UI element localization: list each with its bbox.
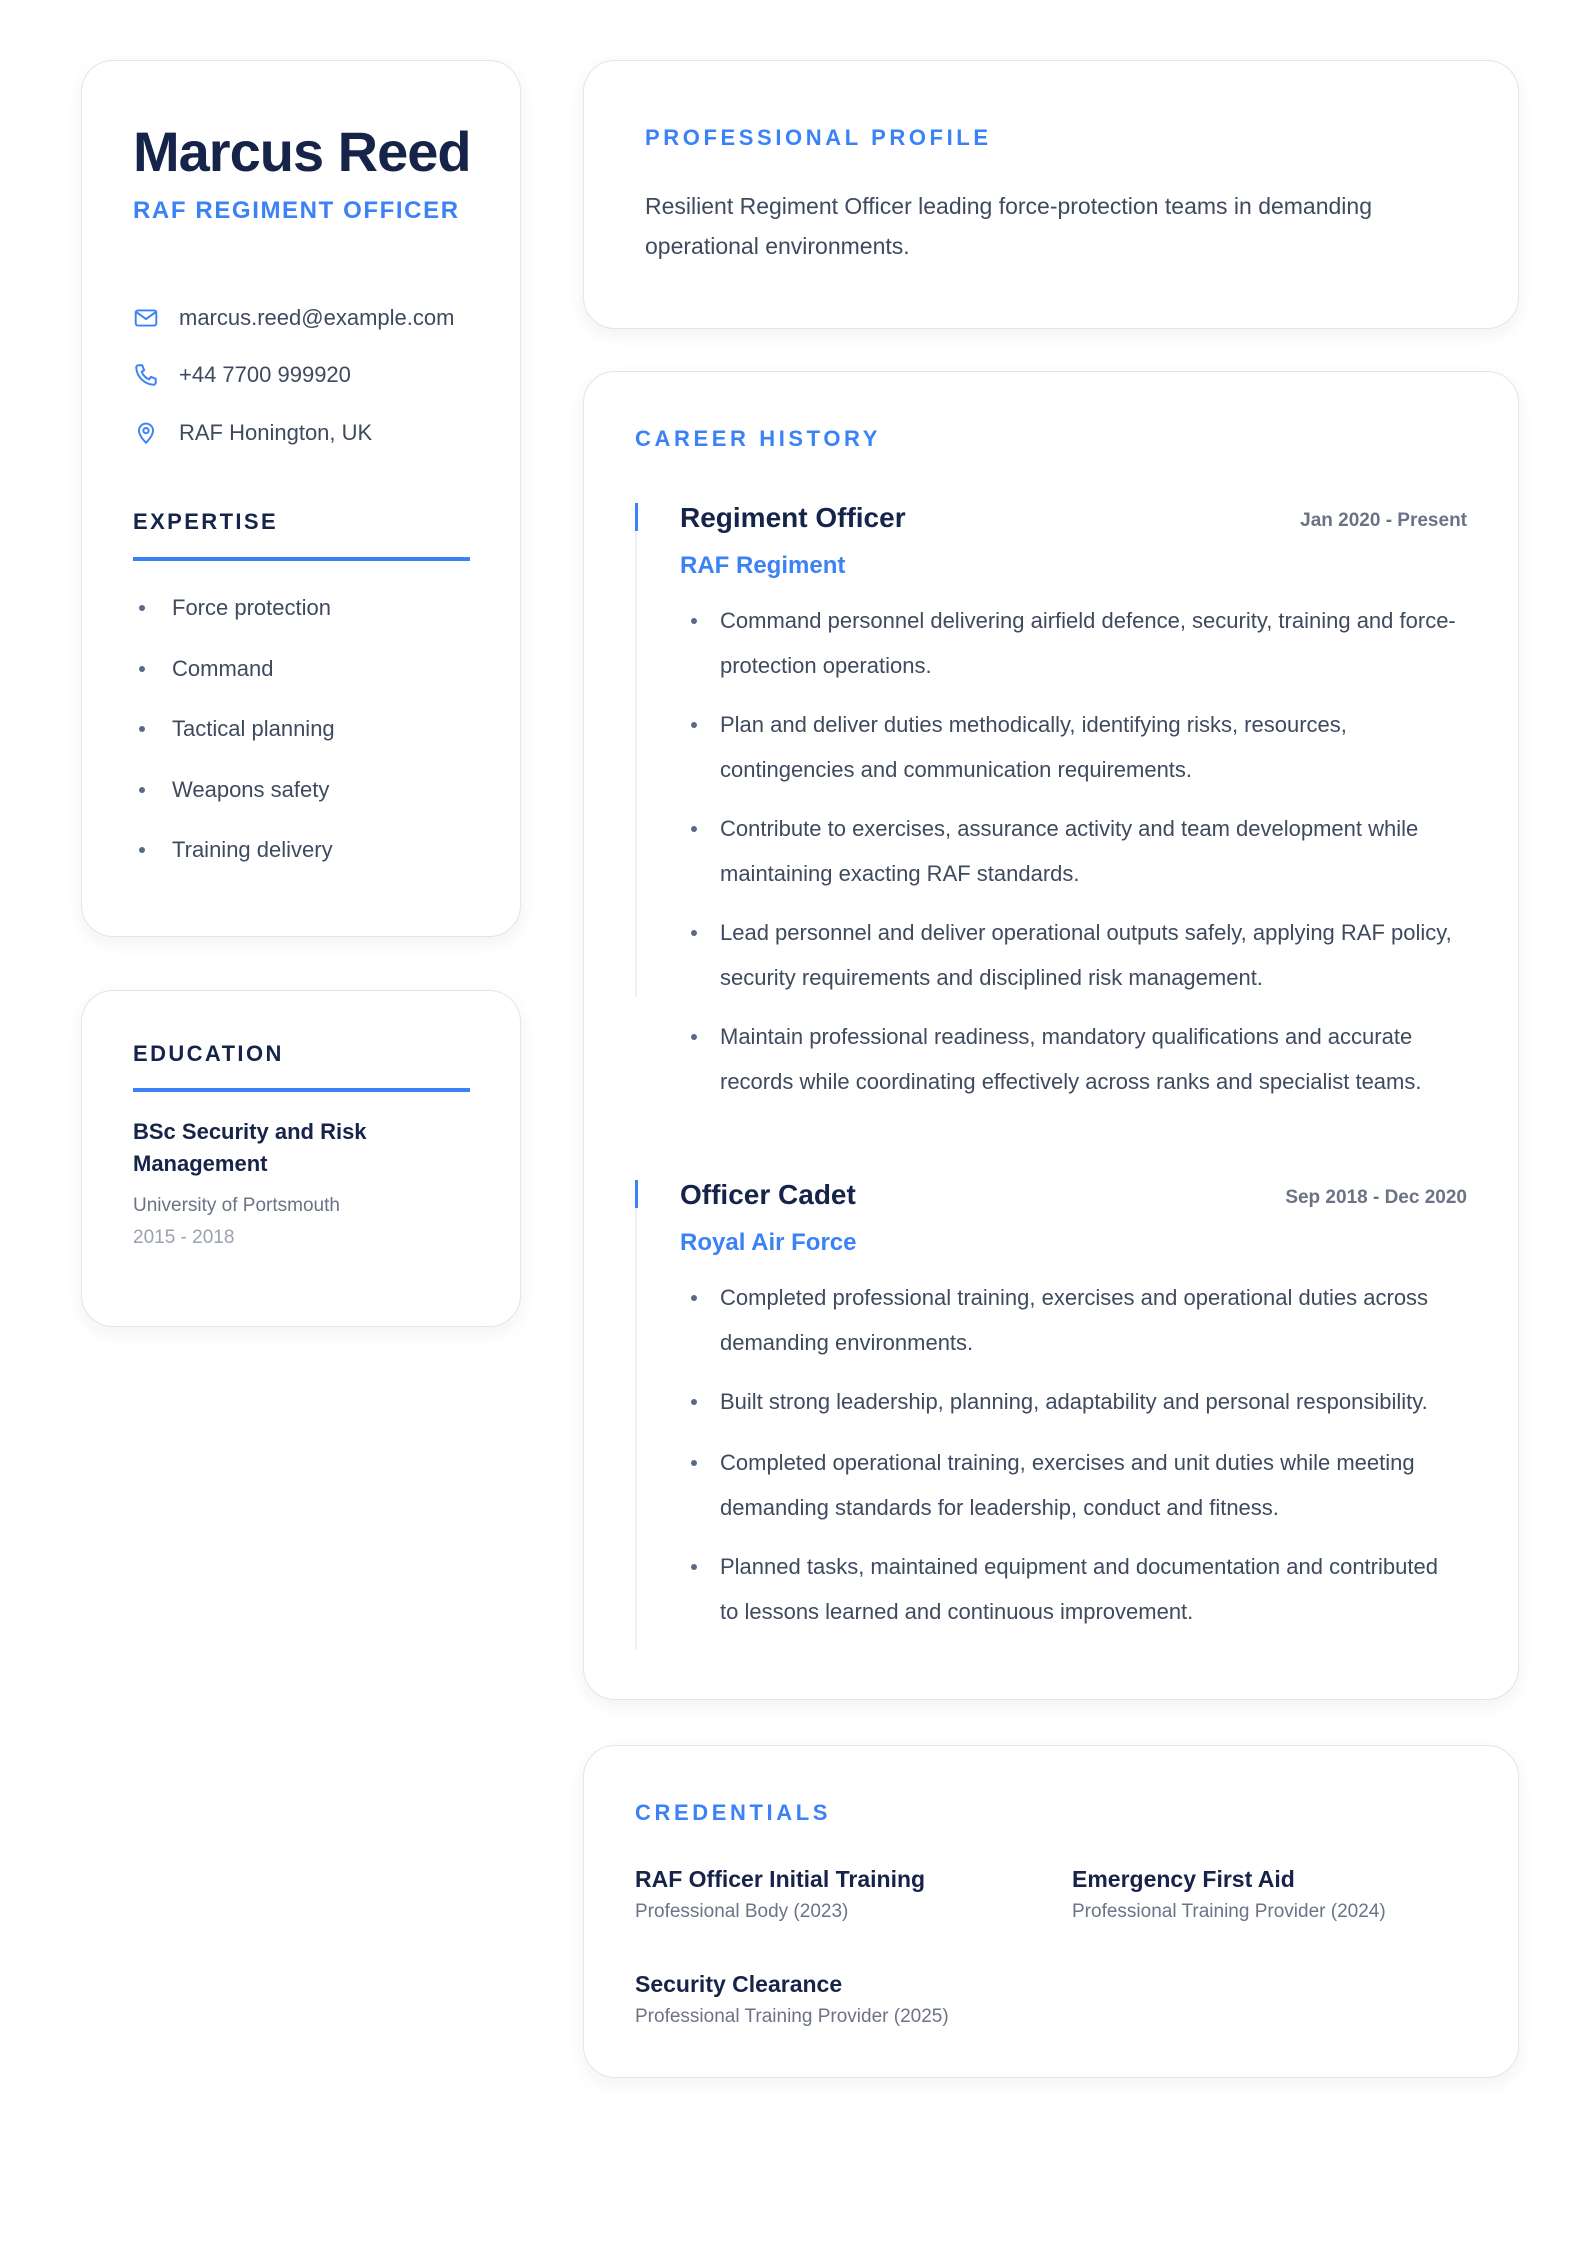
education-card (81, 990, 521, 1327)
contact-location-text: RAF Honington, UK (179, 420, 373, 445)
job-bullet: Command personnel delivering airfield defence, security, training and force-protection operations. (680, 598, 1460, 688)
job-dates: Sep 2018 - Dec 2020 (1285, 1187, 1467, 1208)
job-bullet: Completed operational training, exercises and unit duties while meeting demanding standards for leadership, conduct and fitness. (680, 1440, 1460, 1530)
expertise-divider (133, 557, 470, 561)
mail-icon (133, 305, 159, 331)
profile-sidebar-card (81, 60, 521, 937)
job-bullet: Plan and deliver duties methodically, identifying risks, resources, contingencies and communication requirements. (680, 702, 1460, 792)
job-title: Officer Cadet (680, 1179, 856, 1210)
timeline-marker (635, 503, 638, 531)
job-bullet: Built strong leadership, planning, adaptability and personal responsibility. (680, 1379, 1460, 1424)
contact-location (133, 418, 372, 448)
contact-email[interactable] (133, 303, 454, 333)
skill-item: Tactical planning (133, 714, 335, 744)
bullet-dot (691, 618, 697, 624)
expertise-heading: EXPERTISE (133, 509, 279, 534)
candidate-role: RAF REGIMENT OFFICER (133, 197, 460, 224)
bullet-dot (691, 930, 697, 936)
candidate-name: Marcus Reed (133, 120, 471, 183)
job-title: Regiment Officer (680, 502, 906, 533)
education-heading: EDUCATION (133, 1041, 284, 1066)
bullet-dot (139, 726, 145, 732)
education-years: 2015 - 2018 (133, 1227, 235, 1248)
phone-icon (133, 362, 159, 388)
profile-heading: PROFESSIONAL PROFILE (645, 125, 992, 150)
bullet-dot (691, 1460, 697, 1466)
skill-item: Training delivery (133, 835, 333, 865)
bullet-dot (139, 787, 145, 793)
skill-item: Command (133, 654, 273, 684)
credential-title: Security Clearance (635, 1971, 843, 1997)
bullet-dot (139, 605, 145, 611)
professional-profile-card (583, 60, 1519, 329)
education-divider (133, 1088, 470, 1092)
job-bullet: Planned tasks, maintained equipment and documentation and contributed to lessons learned and continuous improvement. (680, 1544, 1460, 1634)
job-organization: RAF Regiment (680, 552, 846, 579)
career-history-card (583, 371, 1519, 1700)
bullet-dot (691, 1399, 697, 1405)
timeline-marker (635, 1180, 638, 1208)
credentials-heading: CREDENTIALS (635, 1800, 832, 1825)
credential-issuer: Professional Training Provider (2025) (635, 2006, 949, 2027)
education-degree: BSc Security and Risk Management (133, 1119, 367, 1176)
bullet-dot (691, 1034, 697, 1040)
credential-issuer: Professional Training Provider (2024) (1072, 1901, 1386, 1922)
job-dates: Jan 2020 - Present (1300, 510, 1467, 531)
credential-issuer: Professional Body (2023) (635, 1901, 849, 1922)
bullet-dot (691, 1564, 697, 1570)
contact-email-text: marcus.reed@example.com (179, 305, 455, 330)
credential-title: RAF Officer Initial Training (635, 1866, 926, 1892)
bullet-dot (139, 847, 145, 853)
timeline-line (635, 1180, 637, 1650)
job-bullet: Contribute to exercises, assurance activity and team development while maintaining exacting RAF standards. (680, 806, 1460, 896)
contact-phone-text: +44 7700 999920 (179, 362, 351, 387)
contact-phone[interactable] (133, 360, 351, 390)
bullet-dot (691, 826, 697, 832)
map-pin-icon (133, 420, 159, 446)
job-bullet: Maintain professional readiness, mandatory qualifications and accurate records while coordinating effectively across ranks and specialist teams. (680, 1014, 1460, 1104)
skill-item: Weapons safety (133, 775, 329, 805)
job-bullet: Lead personnel and deliver operational outputs safely, applying RAF policy, security requirements and disciplined risk management. (680, 910, 1460, 1000)
job-bullet: Completed professional training, exercises and operational duties across demanding environments. (680, 1275, 1460, 1365)
timeline-line (635, 503, 637, 997)
education-school: University of Portsmouth (133, 1195, 340, 1216)
job-organization: Royal Air Force (680, 1229, 857, 1256)
skill-item: Force protection (133, 593, 331, 623)
bullet-dot (691, 722, 697, 728)
bullet-dot (691, 1295, 697, 1301)
career-heading: CAREER HISTORY (635, 426, 881, 451)
credentials-card (583, 1745, 1519, 2078)
bullet-dot (139, 666, 145, 672)
profile-summary: Resilient Regiment Officer leading force-protection teams in demanding operational environments. (645, 193, 1373, 259)
credential-title: Emergency First Aid (1072, 1866, 1295, 1892)
